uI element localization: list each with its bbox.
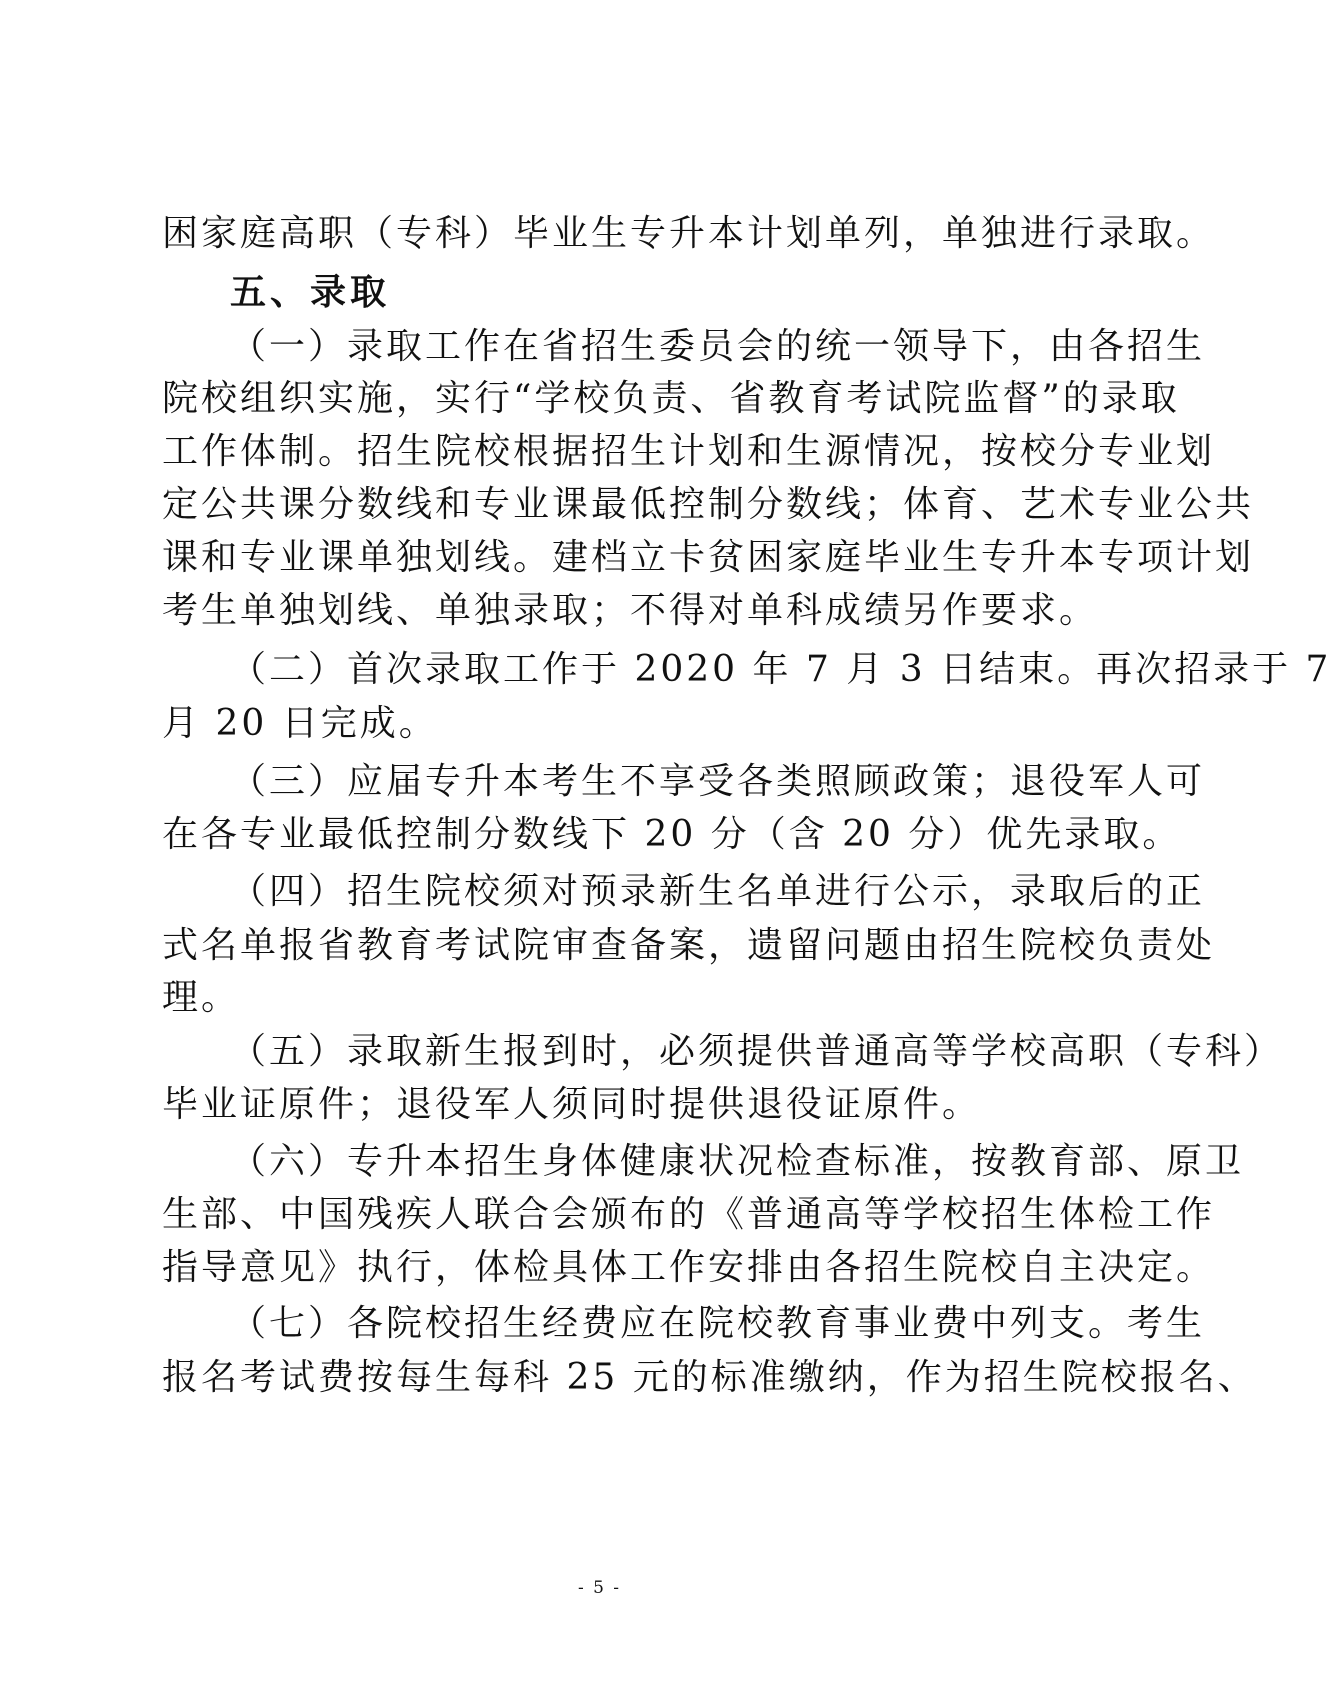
body-line: 毕业证原件；退役军人须同时提供退役证原件。 [162,1084,982,1125]
body-line: 报名考试费按每生每科 25 元的标准缴纳，作为招生院校报名、 [162,1357,1257,1398]
body-line: 指导意见》执行，体检具体工作安排由各招生院校自主决定。 [162,1247,1216,1288]
body-line: 理。 [162,977,241,1018]
body-line: 式名单报省教育考试院审查备案，遗留问题由招生院校负责处 [162,925,1216,966]
body-line: 课和专业课单独划线。建档立卡贫困家庭毕业生专升本专项计划 [162,537,1255,578]
body-line: 生部、中国残疾人联合会颁布的《普通高等学校招生体检工作 [162,1194,1216,1235]
body-line: （七）各院校招生经费应在院校教育事业费中列支。考生 [230,1303,1206,1344]
body-line: （一）录取工作在省招生委员会的统一领导下，由各招生 [230,326,1206,367]
body-line: 考生单独划线、单独录取；不得对单科成绩另作要求。 [162,590,1099,631]
body-line: 困家庭高职（专科）毕业生专升本计划单列，单独进行录取。 [162,213,1216,254]
body-line: （五）录取新生报到时，必须提供普通高等学校高职（专科） [230,1031,1284,1072]
body-line: （三）应届专升本考生不享受各类照顾政策；退役军人可 [230,761,1206,802]
body-line: 定公共课分数线和专业课最低控制分数线；体育、艺术专业公共 [162,484,1255,525]
body-line: （六）专升本招生身体健康状况检查标准，按教育部、原卫 [230,1141,1245,1182]
body-line: 在各专业最低控制分数线下 20 分（含 20 分）优先录取。 [162,814,1182,855]
section-heading: 五、录取 [230,272,391,313]
body-line: （四）招生院校须对预录新生名单进行公示，录取后的正 [230,871,1206,912]
body-line: 月 20 日完成。 [162,703,438,744]
body-line: （二）首次录取工作于 2020 年 7 月 3 日结束。再次招录于 7 [230,649,1331,690]
body-line: 工作体制。招生院校根据招生计划和生源情况，按校分专业划 [162,431,1216,472]
body-line: 院校组织实施，实行“学校负责、省教育考试院监督”的录取 [162,378,1180,419]
page-number: - 5 - [577,1578,622,1598]
